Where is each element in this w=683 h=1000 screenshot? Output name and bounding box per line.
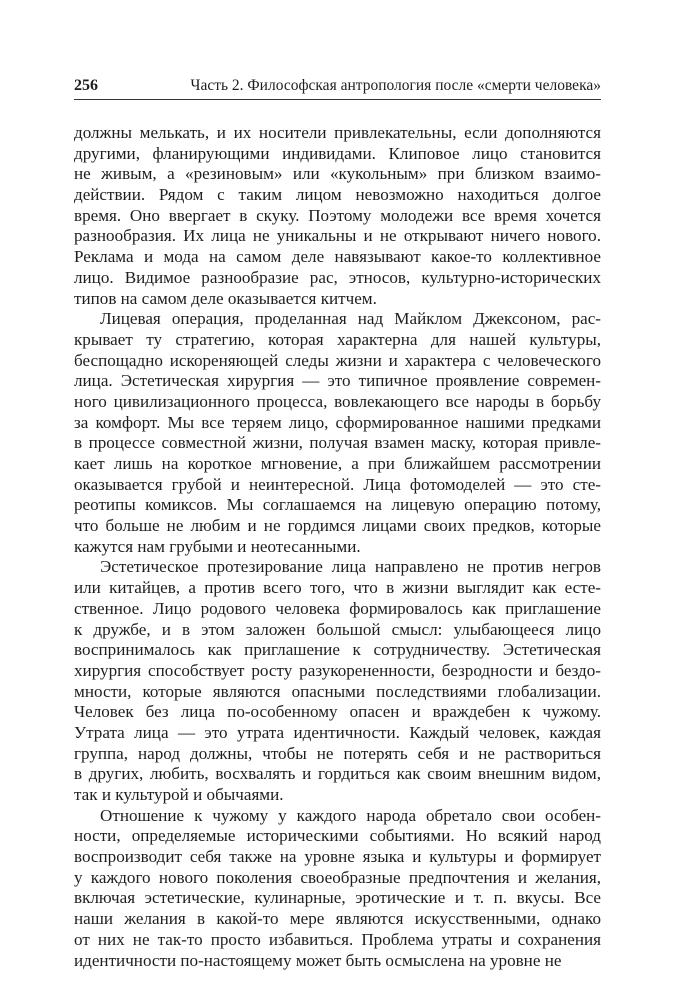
text-line: или китайцев, а против всего того, что в жизни выглядит как есте-	[74, 578, 601, 598]
text-line: хирургия способствует росту разукорененности, безродности и бездо-	[74, 660, 601, 680]
text-line: реотипы комиксов. Мы соглашаемся на лицевую операцию потому,	[74, 495, 601, 515]
text-line: Лицевая операция, проделанная над Майклом Джексоном, рас-	[100, 309, 601, 329]
text-line: ности, определяемые историческими событиями. Но всякий народ	[74, 826, 601, 846]
text-line: Человек без лица по-особенному опасен и враждебен к чужому.	[74, 702, 601, 722]
text-line: Отношение к чужому у каждого народа обретало свои особен-	[100, 805, 601, 825]
text-line: не живым, а «резиновым» или «кукольным» при близком взаимо-	[74, 164, 601, 184]
text-line: что больше не любим и не гордимся лицами своих предков, которые	[74, 516, 601, 536]
paragraph	[74, 557, 601, 805]
running-title: Часть 2. Философская антропология после «смерти человека»	[190, 77, 601, 94]
text-line: кажутся нам грубыми и неотесанными.	[74, 536, 361, 556]
text-line: ственное. Лицо родового человека формировалось как приглашение	[74, 598, 601, 618]
text-line: лицо. Видимое разнообразие рас, этносов, культурно-исторических	[74, 267, 601, 287]
text-line: в процессе совместной жизни, получая взамен маску, которая привле-	[74, 433, 601, 453]
text-line: воспроизводит себя также на уровне языка и культуры и формирует	[74, 847, 601, 867]
text-line: лица. Эстетическая хирургия — это типичное проявление современ-	[74, 371, 601, 391]
text-line: мности, которые являются опасными последствиями глобализации.	[74, 681, 601, 701]
text-line: наши желания в какой-то мере являются искусственными, однако	[74, 909, 601, 929]
text-line: у каждого нового поколения своеобразные предпочтения и желания,	[74, 867, 601, 887]
paragraph	[74, 309, 601, 557]
text-line: группа, народ должны, чтобы не потерять себя и не раствориться	[74, 743, 601, 763]
text-line: в других, любить, восхвалять и гордиться как своим внешним видом,	[74, 764, 601, 784]
text-line: Реклама и мода на самом деле навязывают какое-то коллективное	[74, 247, 601, 267]
page-number: 256	[74, 77, 98, 94]
body-text	[74, 123, 601, 971]
text-line: должны мелькать, и их носители привлекательны, если дополняются	[74, 123, 601, 142]
text-line: за комфорт. Мы все теряем лицо, сформированное нашими предками	[74, 412, 601, 432]
header-divider	[74, 99, 601, 100]
text-line: к дружбе, и в этом заложен большой смысл: улыбающееся лицо	[74, 619, 601, 639]
text-line: разнообразия. Их лица не уникальны и не открывают ничего нового.	[74, 226, 601, 246]
paragraph	[74, 806, 601, 972]
text-line: Утрата лица — это утрата идентичности. Каждый человек, каждая	[74, 722, 601, 742]
text-line: воспринималось как приглашение к сотрудничеству. Эстетическая	[74, 640, 601, 660]
text-line: беспощадно искореняющей следы жизни и характера с человеческого	[74, 350, 601, 370]
paragraph	[74, 123, 601, 309]
text-line: крывает ту стратегию, которая характерна для нашей культуры,	[74, 329, 601, 349]
text-line: оказывается грубой и неинтересной. Лица фотомоделей — это сте-	[74, 474, 601, 494]
text-line: идентичности по-настоящему может быть осмыслена на уровне не	[74, 950, 562, 970]
text-line: действии. Рядом с таким лицом невозможно находиться долгое	[74, 185, 601, 205]
book-page	[74, 76, 601, 970]
page-header	[74, 76, 601, 96]
text-line: время. Оно ввергает в скуку. Поэтому молодежи все время хочется	[74, 205, 601, 225]
text-line: включая эстетические, кулинарные, эротические и т. п. вкусы. Все	[74, 888, 601, 908]
text-line: от них не так-то просто избавиться. Проблема утраты и сохранения	[74, 929, 601, 949]
text-line: типов на самом деле оказывается китчем.	[74, 288, 377, 308]
text-line: ного цивилизационного процесса, вовлекающего все народы в борьбу	[74, 391, 601, 411]
text-line: другими, фланирующими индивидами. Клиповое лицо становится	[74, 143, 601, 163]
text-line: Эстетическое протезирование лица направлено не против негров	[100, 557, 601, 577]
text-line: так и культурой и обычаями.	[74, 785, 284, 804]
text-line: кает лишь на короткое мгновение, а при ближайшем рассмотрении	[74, 454, 601, 473]
